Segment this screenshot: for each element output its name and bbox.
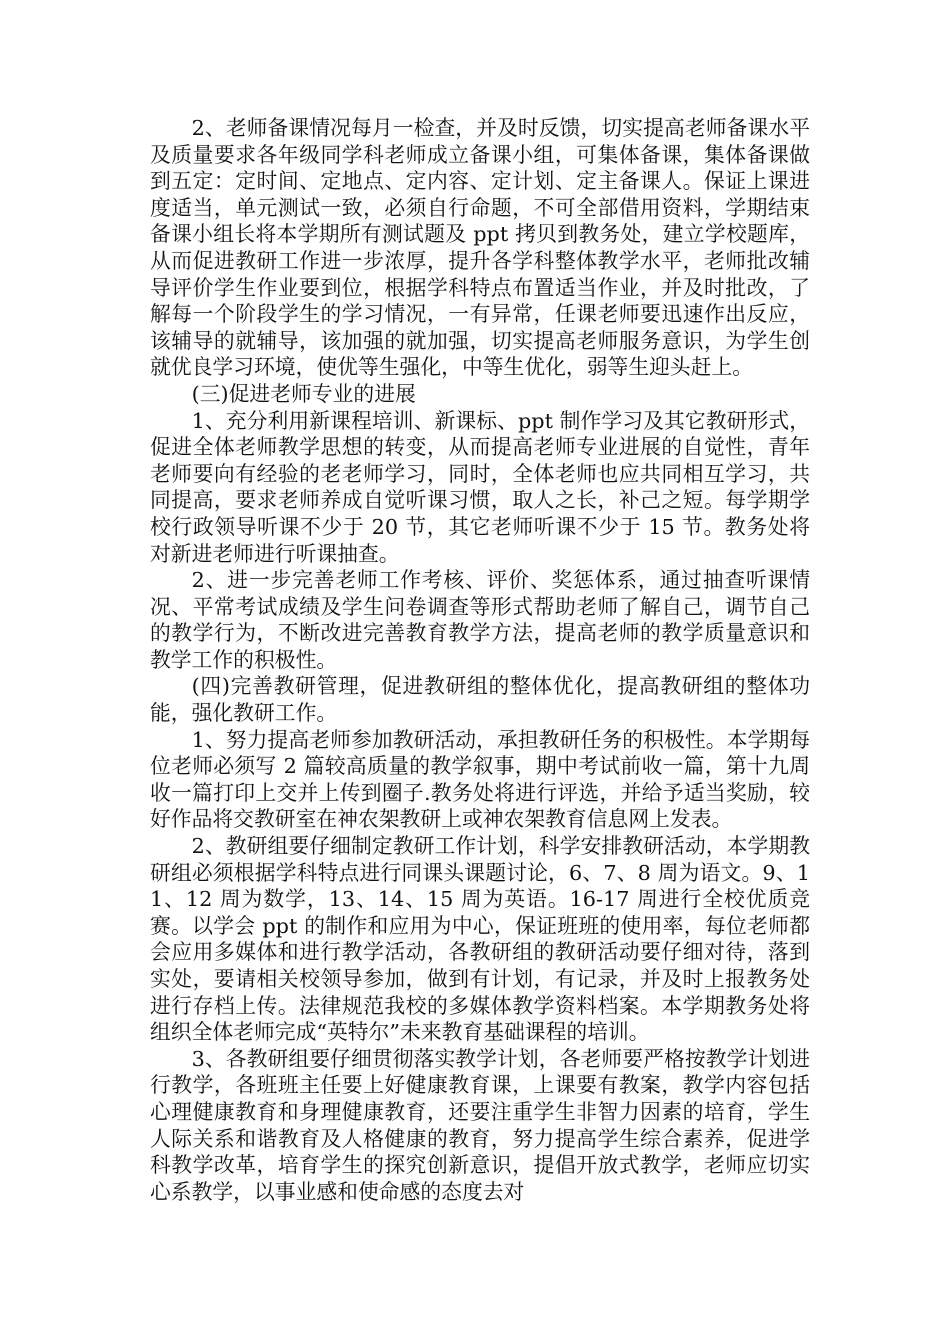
paragraph: 2、进一步完善老师工作考核、评价、奖惩体系，通过抽查听课情况、平常考试成绩及学生问卷调查等形式帮助老师了解自己，调节自己的教学行为，不断改进完善教育教学方法，提高老师的教学质量意识和教学工作的积极性。	[150, 568, 810, 672]
section-heading: (三)促进老师专业的进展	[191, 381, 416, 406]
section-heading: (四)完善教研管理，促进教研组的整体优化，提高教研组的整体功能，强化教研工作。	[150, 674, 810, 726]
paragraph: 2、老师备课情况每月一检查，并及时反馈，切实提高老师备课水平及质量要求各年级同学科老师成立备课小组，可集体备课，集体备课做到五定：定时间、定地点、定内容、定计划、定主备课人。保证上课进度适当，单元测试一致，必须自行命题，不可全部借用资料，学期结束备课小组长将本学期所有测试题及 ppt 拷贝到教务处，建立学校题库，从而促进教研工作进一步浓厚，提升各学科整体教学水平，老师批改辅导评价学生作业要到位，根据学科特点布置适当作业，并及时批改，了解每一个阶段学生的学习情况，一有异常，任课老师要迅速作出反应，该辅导的就辅导，该加强的就加强，切实提高老师服务意识，为学生创就优良学习环境，使优等生强化，中等生优化，弱等生迎头赶上。	[150, 116, 810, 380]
paragraph: 3、各教研组要仔细贯彻落实教学计划，各老师要严格按教学计划进行教学，各班班主任要上好健康教育课，上课要有教案，教学内容包括心理健康教育和身理健康教育，还要注重学生非智力因素的培育，学生人际关系和谐教育及人格健康的教育，努力提高学生综合素养，促进学科教学改革，培育学生的探究创新意识，提倡开放式教学，老师应切实心系教学，以事业感和使命感的态度去对	[150, 1046, 810, 1204]
paragraph: 2、教研组要仔细制定教研工作计划，科学安排教研活动，本学期教研组必须根据学科特点进行同课头课题讨论，6、7、8 周为语文。9、11、12 周为数学，13、14、15 周为英语。16-17 周进行全校优质竞赛。以学会 ppt 的制作和应用为中心，保证班班的使用率，每位老师都会应用多媒体和进行教学活动，各教研组的教研活动要仔细对待，落到实处，要请相关校领导参加，做到有计划，有记录，并及时上报教务处进行存档上传。法律规范我校的多媒体教学资料档案。本学期教务处将组织全体老师完成“英特尔”未来教育基础课程的培训。	[150, 834, 810, 1045]
paragraph: 1、充分利用新课程培训、新课标、ppt 制作学习及其它教研形式，促进全体老师教学思想的转变，从而提高老师专业进展的自觉性，青年老师要向有经验的老老师学习，同时，全体老师也应共同相互学习，共同提高，要求老师养成自觉听课习惯，取人之长，补己之短。每学期学校行政领导听课不少于 20 节，其它老师听课不少于 15 节。教务处将对新进老师进行听课抽查。	[150, 408, 810, 566]
paragraph: 1、努力提高老师参加教研活动，承担教研任务的积极性。本学期每位老师必须写 2 篇较高质量的教学叙事，期中考试前收一篇，第十九周收一篇打印上交并上传到圈子.教务处将进行评选，并给予适当奖励，较好作品将交教研室在神农架教研上或神农架教育信息网上发表。	[150, 727, 810, 832]
document-body	[150, 115, 810, 1205]
